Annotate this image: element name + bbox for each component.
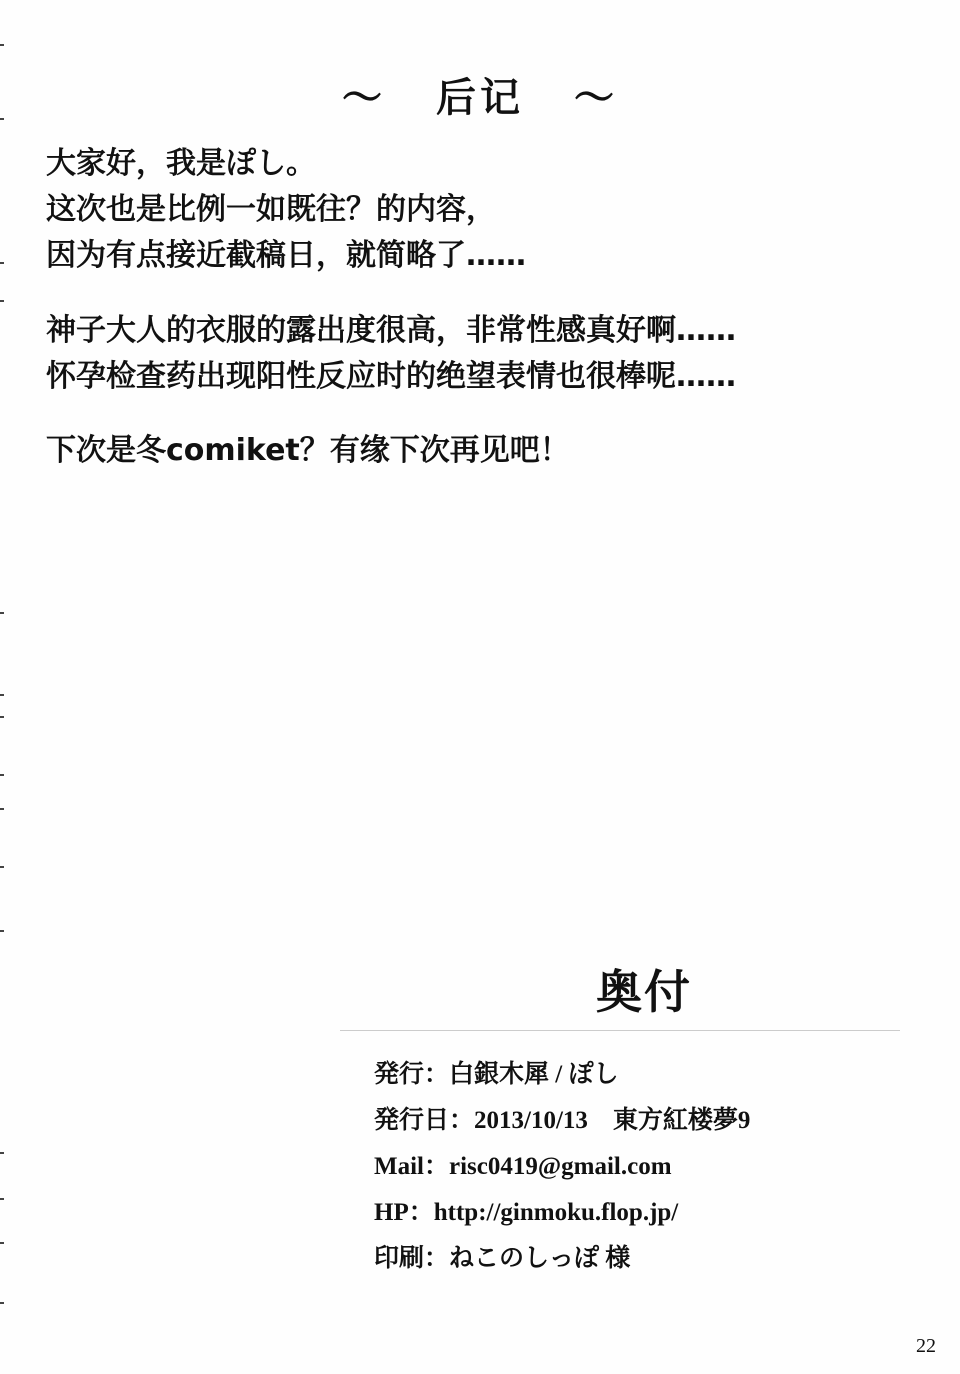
text-line: 这次也是比例一如既往？的内容， — [46, 192, 496, 227]
colophon-row-publisher — [374, 1052, 750, 1098]
colophon-row-homepage — [374, 1190, 750, 1236]
colophon-row-mail — [374, 1144, 750, 1190]
afterword-heading — [0, 66, 960, 123]
afterword-paragraph-3 — [46, 428, 570, 474]
colophon-value: 2013/10/13 東方紅楼夢9 — [474, 1107, 751, 1134]
text-line: 神子大人的衣服的露出度很高，非常性感真好啊…… — [46, 313, 736, 348]
text-line: 怀孕检查药出现阳性反应时的绝望表情也很棒呢…… — [46, 359, 736, 394]
colophon-label: 発行 — [374, 1061, 425, 1088]
colophon-label: 印刷 — [374, 1245, 425, 1272]
text-line: 因为有点接近截稿日，就简略了…… — [46, 238, 526, 273]
colophon-separator: ： — [424, 1245, 450, 1272]
page-number: 22 — [916, 1335, 936, 1357]
colophon-title: 奥付 — [596, 965, 692, 1019]
colophon-separator: ： — [424, 1153, 450, 1180]
colophon-separator: ： — [449, 1107, 475, 1134]
colophon-separator: ： — [408, 1199, 434, 1226]
text-line: 下次是冬comiket？有缘下次再见吧！ — [46, 433, 570, 468]
colophon-details — [374, 1052, 750, 1282]
heading-tilde-left: ～ — [342, 74, 386, 121]
colophon-separator: ： — [424, 1061, 450, 1088]
colophon-label: 発行日 — [374, 1107, 450, 1134]
colophon-mail-value[interactable]: risc0419@gmail.com — [449, 1153, 672, 1180]
colophon-row-printer — [374, 1236, 750, 1282]
heading-title: 后记 — [436, 74, 524, 121]
colophon-homepage-value[interactable]: http://ginmoku.flop.jp/ — [433, 1199, 679, 1226]
colophon-label: HP — [374, 1199, 409, 1226]
colophon-label: Mail — [374, 1153, 424, 1180]
text-line: 大家好，我是ぽし。 — [46, 146, 316, 181]
afterword-paragraph-2 — [46, 308, 736, 400]
heading-tilde-right: ～ — [574, 74, 618, 121]
scan-edge-marks — [0, 0, 6, 1374]
colophon-row-date — [374, 1098, 750, 1144]
colophon-value: 白銀木犀 / ぽし — [449, 1061, 619, 1088]
colophon-value: ねこのしっぽ 様 — [449, 1245, 631, 1272]
colophon-divider — [340, 1030, 900, 1031]
afterword-paragraph-1 — [46, 141, 526, 279]
